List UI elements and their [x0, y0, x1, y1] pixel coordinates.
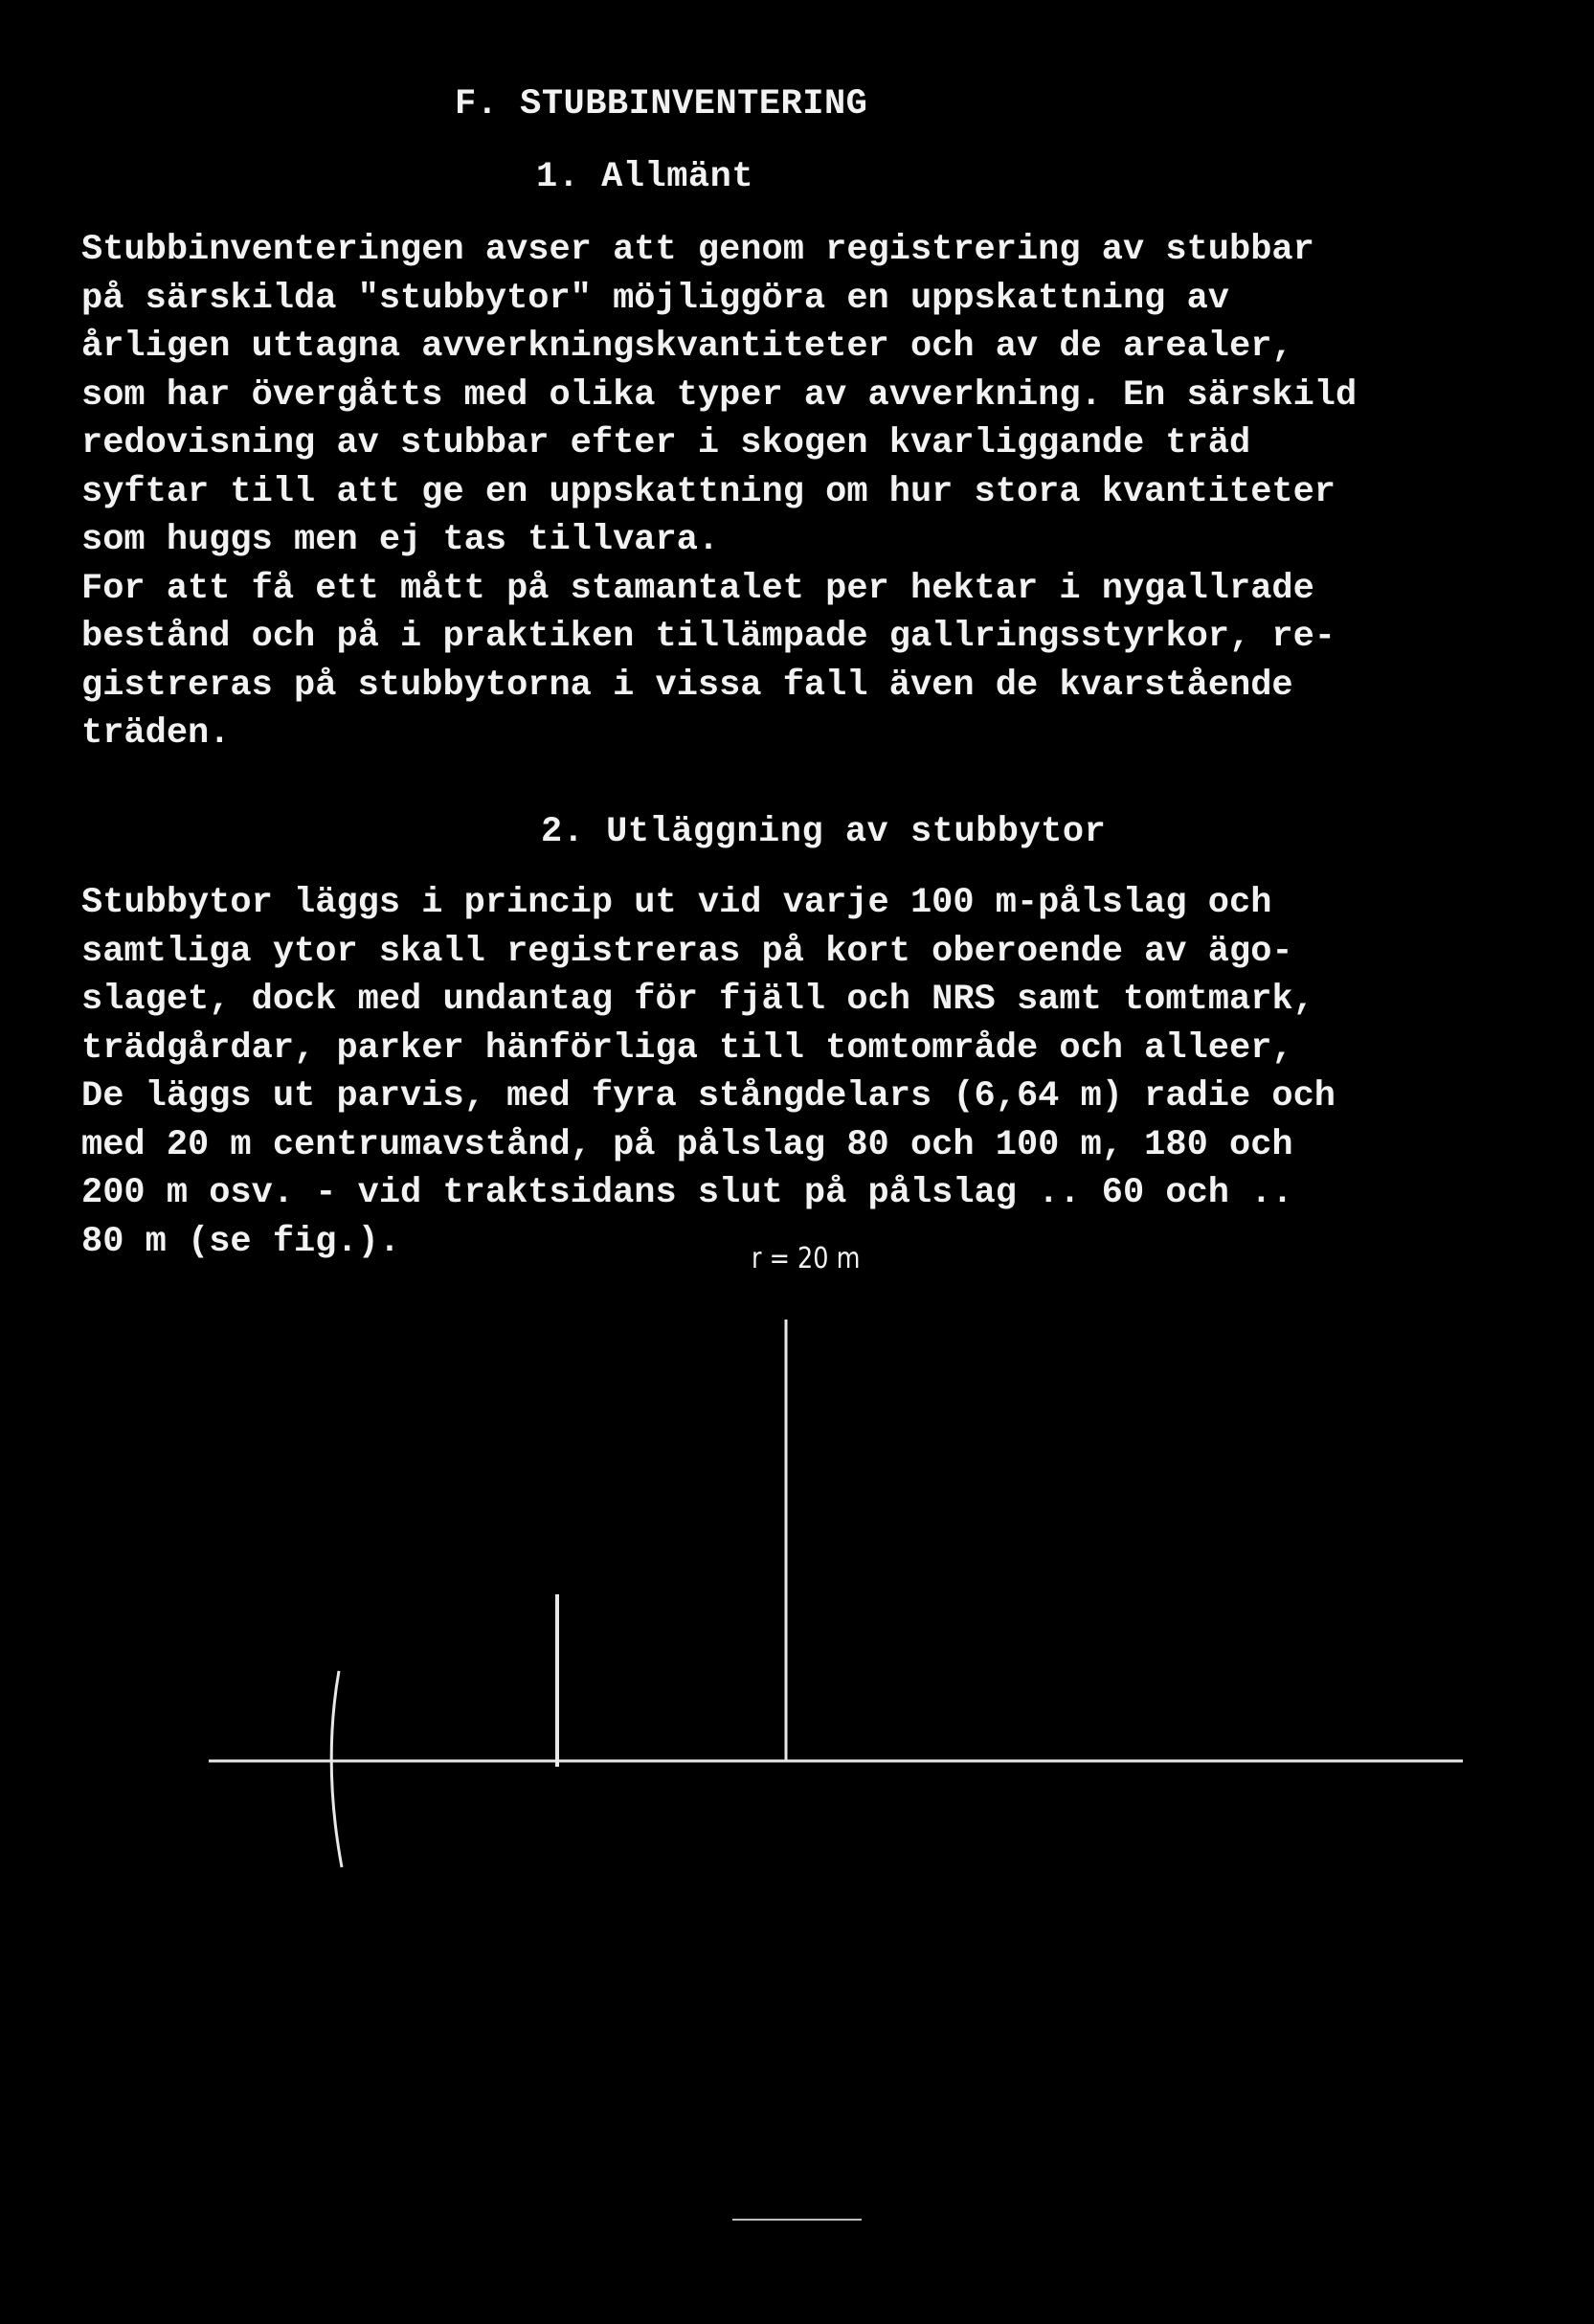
text-line: 200 m osv. - vid traktsidans slut på pålslag .. 60 och ..: [81, 1173, 1293, 1213]
figure-radius-label: r = 20 m: [752, 1242, 861, 1275]
text-line: årligen uttagna avverkningskvantiteter och av de arealer,: [81, 327, 1293, 367]
text-line: Stubbinventeringen avser att genom registrering av stubbar: [81, 230, 1314, 270]
text-line: De läggs ut parvis, med fyra stångdelars (6,64 m) radie och: [81, 1076, 1336, 1117]
text-line: bestånd och på i praktiken tillämpade gallringsstyrkor, re-: [81, 617, 1336, 657]
subsection-1-title: 1. Allmänt: [536, 157, 754, 197]
text-line: på särskilda "stubbytor" möjliggöra en uppskattning av: [81, 278, 1229, 319]
text-line: redovisning av stubbar efter i skogen kvarliggande träd: [81, 423, 1251, 463]
plot-circle-arc: [331, 1671, 342, 1867]
text-line: gistreras på stubbytorna i vissa fall även de kvarstående: [81, 665, 1293, 706]
text-line: Stubbytor läggs i princip ut vid varje 100 m-pålslag och: [81, 883, 1272, 923]
text-line: syftar till att ge en uppskattning om hur stora kvantiteter: [81, 471, 1336, 512]
text-line: samtliga ytor skall registreras på kort oberoende av ägo-: [81, 931, 1293, 972]
text-line: med 20 m centrumavstånd, på pålslag 80 och 100 m, 180 och: [81, 1124, 1293, 1165]
text-line: slaget, dock med undantag för fjäll och NRS samt tomtmark,: [81, 980, 1314, 1020]
text-line: trädgårdar, parker hänförliga till tomtområde och alleer,: [81, 1027, 1293, 1069]
subsection-2-title: 2. Utläggning av stubbytor: [541, 812, 1107, 852]
text-line: For att få ett mått på stamantalet per hektar i nygallrade: [81, 568, 1314, 609]
text-line: som huggs men ej tas tillvara.: [81, 520, 720, 560]
text-line: 80 m (se fig.).: [81, 1221, 401, 1262]
text-line: som har övergåtts med olika typer av avverkning. En särskild: [81, 374, 1358, 416]
section-title: F. STUBBINVENTERING: [455, 84, 868, 124]
text-line: träden.: [81, 713, 231, 754]
